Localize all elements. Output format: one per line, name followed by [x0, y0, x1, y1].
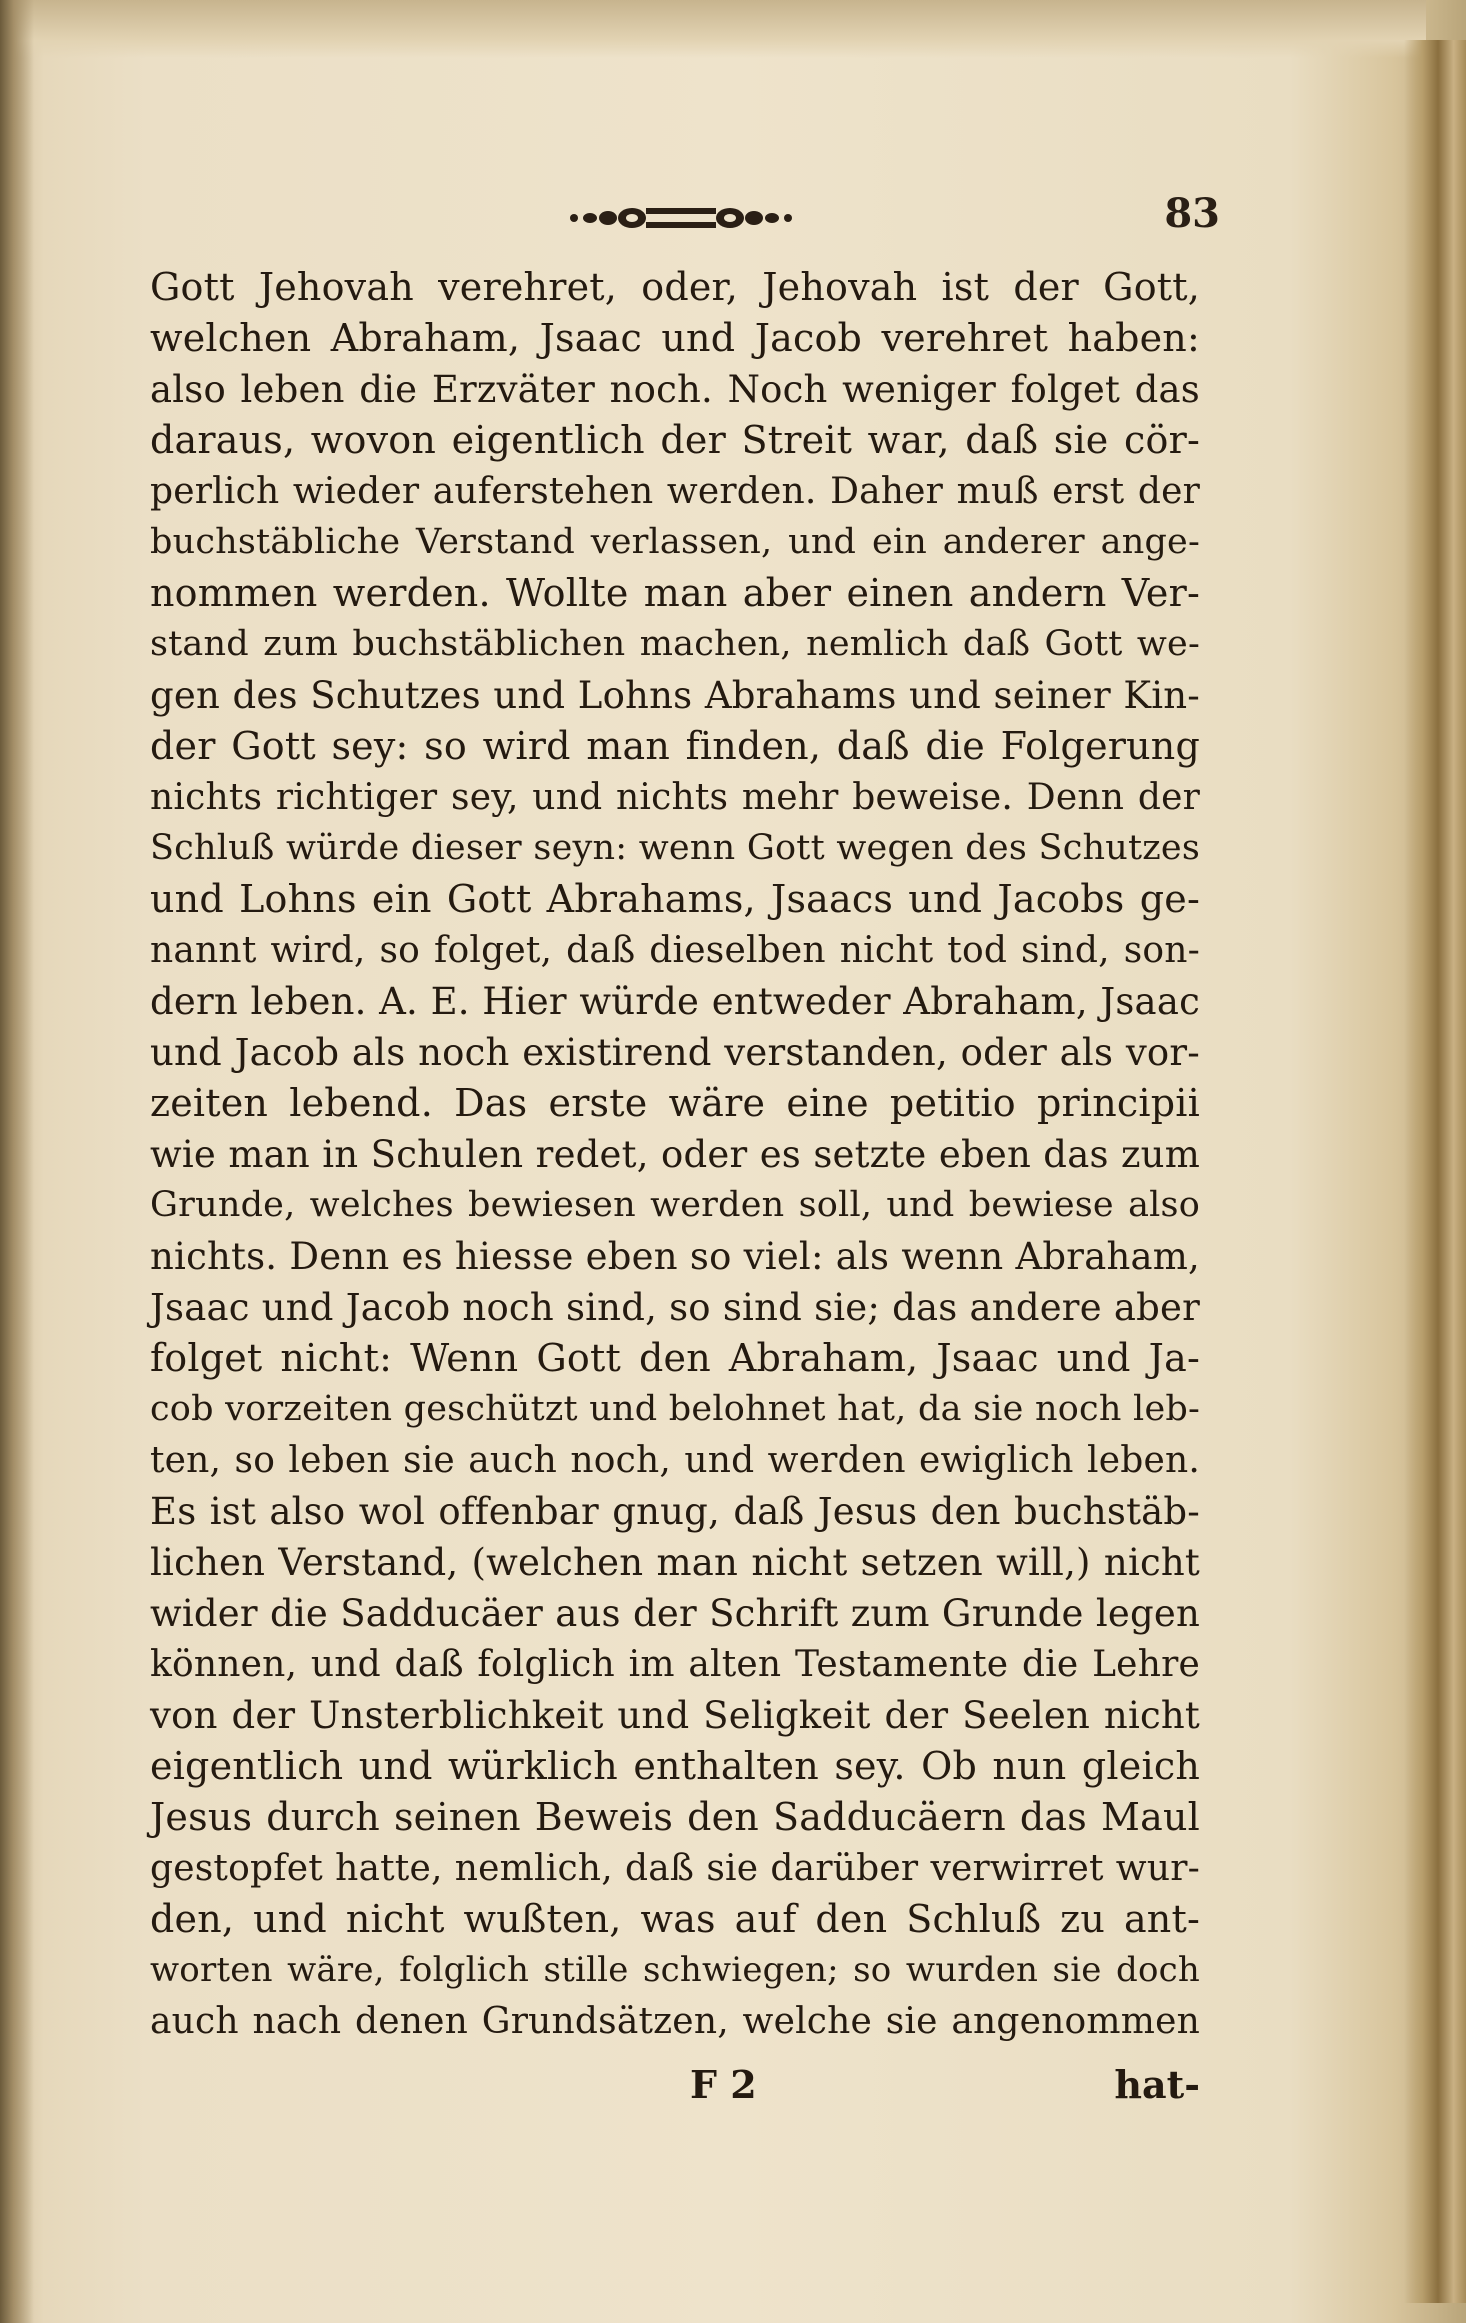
text-line: stand zum buchstäblichen machen, nemlich daß Gott we- — [150, 624, 1200, 664]
text-line: also leben die Erzväter noch. Noch weniger folget das — [150, 368, 1200, 411]
text-line: zeiten lebend. Das erste wäre eine petitio principii — [150, 1081, 1200, 1125]
body-text — [150, 262, 1200, 2047]
text-line: dern leben. A. E. Hier würde entweder Abraham, Jsaac — [150, 980, 1200, 1023]
text-line: wider die Sadducäer aus der Schrift zum Grunde legen — [150, 1592, 1200, 1635]
text-line: wie man in Schulen redet, oder es setzte eben das zum — [150, 1133, 1200, 1176]
catchword: hat- — [1114, 2062, 1200, 2107]
page-header — [140, 190, 1220, 250]
text-line: ten, so leben sie auch noch, und werden ewiglich leben. — [150, 1440, 1200, 1481]
signature-mark: F 2 — [690, 2062, 757, 2107]
text-line: den, und nicht wußten, was auf den Schluß zu ant- — [150, 1897, 1200, 1941]
text-line: nichts richtiger sey, und nichts mehr beweise. Denn der — [150, 777, 1200, 818]
text-line: nommen werden. Wollte man aber einen andern Ver- — [150, 571, 1200, 615]
text-line: buchstäbliche Verstand verlassen, und ein anderer ange- — [150, 522, 1200, 562]
text-line: nichts. Denn es hiesse eben so viel: als wenn Abraham, — [150, 1235, 1200, 1278]
text-line: worten wäre, folglich stille schwiegen; so wurden sie doch — [150, 1950, 1200, 1990]
text-line: Es ist also wol offenbar gnug, daß Jesus den buchstäb- — [150, 1490, 1200, 1533]
text-line: Jsaac und Jacob noch sind, so sind sie; das andere aber — [150, 1286, 1200, 1329]
text-line: der Gott sey: so wird man finden, daß die Folgerung — [150, 724, 1200, 768]
text-line: perlich wieder auferstehen werden. Daher muß erst der — [150, 471, 1200, 512]
text-line: eigentlich und würklich enthalten sey. Ob nun gleich — [150, 1744, 1200, 1788]
binding-gutter — [0, 0, 34, 2323]
text-line: gestopfet hatte, nemlich, daß sie darüber verwirret wur- — [150, 1848, 1200, 1889]
page-top-edge — [0, 0, 1426, 58]
page-fore-edge — [1404, 40, 1466, 2303]
text-line: Gott Jehovah verehret, oder, Jehovah ist der Gott, — [150, 265, 1200, 309]
text-line: daraus, wovon eigentlich der Streit war, daß sie cör- — [150, 418, 1200, 462]
text-line: und Lohns ein Gott Abrahams, Jsaacs und Jacobs ge- — [150, 877, 1200, 921]
text-line: Schluß würde dieser seyn: wenn Gott wegen des Schutzes — [150, 828, 1200, 868]
decorative-rule-ornament-icon — [560, 198, 800, 238]
page-footer — [150, 2062, 1200, 2122]
text-line: nannt wird, so folget, daß dieselben nicht tod sind, son- — [150, 930, 1200, 971]
text-line: und Jacob als noch existirend verstanden, oder als vor- — [150, 1031, 1200, 1074]
text-line: Jesus durch seinen Beweis den Sadducäern das Maul — [150, 1795, 1200, 1839]
text-line: auch nach denen Grundsätzen, welche sie angenommen — [150, 2001, 1200, 2042]
text-line: von der Unsterblichkeit und Seligkeit der Seelen nicht — [150, 1694, 1200, 1737]
text-line: welchen Abraham, Jsaac und Jacob verehret haben: — [150, 316, 1200, 360]
text-line: cob vorzeiten geschützt und belohnet hat, da sie noch leb- — [150, 1389, 1200, 1429]
text-line: Grunde, welches bewiesen werden soll, und bewiese also — [150, 1185, 1200, 1225]
page-number: 83 — [1164, 190, 1220, 237]
text-line: können, und daß folglich im alten Testamente die Lehre — [150, 1644, 1200, 1685]
text-line: lichen Verstand, (welchen man nicht setzen will,) nicht — [150, 1541, 1200, 1584]
text-line: gen des Schutzes und Lohns Abrahams und seiner Kin- — [150, 674, 1200, 717]
text-line: folget nicht: Wenn Gott den Abraham, Jsaac und Ja- — [150, 1336, 1200, 1380]
